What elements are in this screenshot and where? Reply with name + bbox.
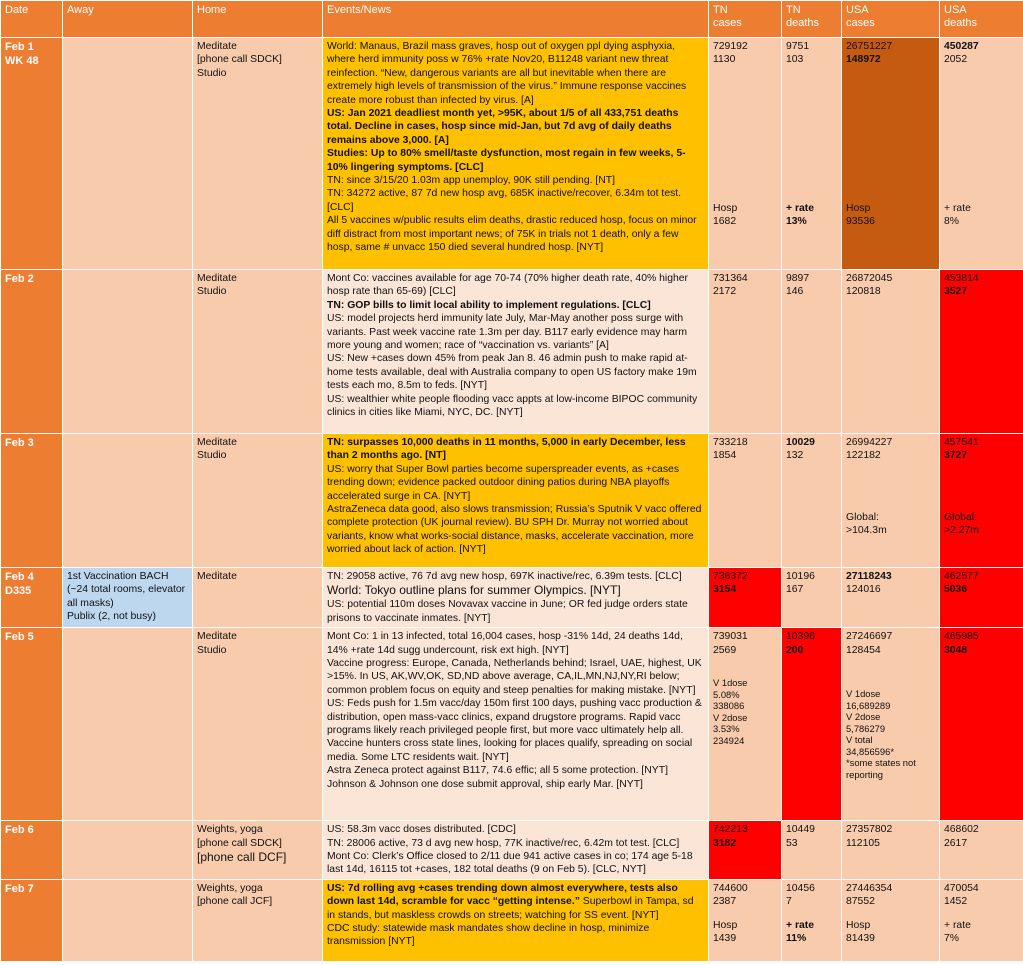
table-row	[1, 434, 1023, 568]
header-tn-cases: TN cases	[709, 1, 782, 38]
header-row	[1, 1, 1023, 38]
date-cell: Feb 5	[1, 628, 63, 821]
usa-deaths-cell: 453814 3527	[940, 270, 1023, 434]
tn-cases-cell: 733218 1854	[709, 434, 782, 568]
news-cell: US: 58.3m vacc doses distributed. [CDC] TN: 28006 active, 73 d avg new hosp, 77K inactive/rec, 6.42m tot test. [CLC] Mont Co: Clerk’s Office closed to 2/11 due 941 active cases in co; 174 age 5-18 last 14d, 16115 tot +cases, 182 total deaths (9 on Feb 5). [CLC, NYT]	[323, 821, 709, 880]
away-cell	[63, 434, 193, 568]
home-cell: Meditate	[193, 568, 323, 628]
tn-cases-cell: 739031 2569 V 1dose 5.08% 338086 V 2dose 3.53% 234924	[709, 628, 782, 821]
away-cell	[63, 879, 193, 961]
usa-cases-cell: 26751227 148972 Hosp 93536	[842, 38, 940, 270]
date-cell: Feb 2	[1, 270, 63, 434]
tn-deaths-cell: 10029 132	[782, 434, 842, 568]
news-cell: US: 7d rolling avg +cases trending down almost everywhere, tests also down last 14d, scramble for vacc “getting intense.” Superbowl in Tampa, sd in stands, but maskless crowds on streets; watching for SS event. [NYT] CDC study: statewide mask mandates show decline in hosp, minimize transmission [NYT]	[323, 879, 709, 961]
usa-cases-cell: 26872045 120818	[842, 270, 940, 434]
header-usa-cases: USA cases	[842, 1, 940, 38]
usa-deaths-cell: 462577 5036	[940, 568, 1023, 628]
header-usa-deaths: USA deaths	[940, 1, 1023, 38]
header-away: Away	[63, 1, 193, 38]
home-cell: Meditate Studio	[193, 434, 323, 568]
news-cell: Mont Co: 1 in 13 infected, total 16,004 cases, hosp -31% 14d, 24 deaths 14d, 14% +rate 14d sugg undercount, risk ext high. [NYT] Vaccine progress: Europe, Canada, Netherlands behind; Israel, UAE, highest, UK >15%. In US, AK,WV,OK, SD,ND above average, CA,IL,MN,NJ,NY,RI below; common problem focus on equity and steep penalties for making mistake. [NYT] US: Feds push for 1.5m vacc/day 150m first 100 days, pushing vacc production & distribution, open mass-vacc clinics, expand drugstore programs. Rapid vacc programs likely reach privileged people first, but more vacc ultimately help all. Vaccine hunters cross state lines, looking for places qualify, spreading on social media. Some LTC residents wait. [NYT] Astra Zeneca protect against B117, 74.6 effic; all 5 some protection. [NYT] Johnson & Johnson one dose submit approval, ship early Mar. [NYT]	[323, 628, 709, 821]
date-cell: Feb 1 WK 48	[1, 38, 63, 270]
news-cell: TN: surpasses 10,000 deaths in 11 months, 5,000 in early December, less than 2 months ago. [NT] US: worry that Super Bowl parties become superspreader events, as +cases trending down; evidence packed outdoor dining patios during NBA playoffs accelerated surge in CA. [NYT] AstraZeneca data good, also slows transmission; Russia’s Sputnik V vacc offered complete protection (UK journal review). BU SPH Dr. Murray not worried about variants, know what works-social distance, masks, accelerate vaccination, more worried about lack of action. [NYT]	[323, 434, 709, 568]
usa-cases-cell: 27118243 124016	[842, 568, 940, 628]
tn-cases-cell: 736372 3154	[709, 568, 782, 628]
tn-cases-cell: 742213 3182	[709, 821, 782, 880]
away-cell	[63, 38, 193, 270]
date-cell: Feb 3	[1, 434, 63, 568]
header-tn-deaths: TN deaths	[782, 1, 842, 38]
table-row	[1, 270, 1023, 434]
usa-cases-cell: 26994227 122182 Global: >104.3m	[842, 434, 940, 568]
news-cell: Mont Co: vaccines available for age 70-74 (70% higher death rate, 40% higher hosp rate than 65-69) [CLC] TN: GOP bills to limit local ability to implement regulations. [CLC] US: model projects herd immunity late July, Mar-May another poss surge with variants. Past week vaccine rate 1.3m per day. B117 early evidence may harm more young and women; race of “vaccination vs. variants” [A] US: New +cases down 45% from peak Jan 8. 46 admin push to make rapid at-home tests available, deal with Australia company to open US factory make 19m tests each mo, 8.5m to feds. [NYT] US: wealthier white people flooding vacc appts at low-income BIPOC community clinics in cities like Miami, NYC, DC. [NYT]	[323, 270, 709, 434]
home-cell: Weights, yoga [phone call SDCK] [phone call DCF]	[193, 821, 323, 880]
usa-cases-cell: 27246697 128454 V 1dose 16,689289 V 2dose 5,786279 V total 34,856596* *some states not reporting	[842, 628, 940, 821]
usa-cases-cell: 27446354 87552 Hosp 81439	[842, 879, 940, 961]
date-cell: Feb 6	[1, 821, 63, 880]
away-cell	[63, 270, 193, 434]
tn-deaths-cell: 10196 167	[782, 568, 842, 628]
home-cell: Meditate [phone call SDCK] Studio	[193, 38, 323, 270]
news-cell: TN: 29058 active, 76 7d avg new hosp, 697K inactive/rec, 6.39m tests. [CLC] World: Tokyo outline plans for summer Olympics. [NYT] US: potential 110m doses Novavax vaccine in June; OR fed judge orders state prisons to vaccinate inmates. [NYT]	[323, 568, 709, 628]
tn-deaths-cell: 9751 103 + rate 13%	[782, 38, 842, 270]
tn-cases-cell: 729192 1130 Hosp 1682	[709, 38, 782, 270]
news-cell: World: Manaus, Brazil mass graves, hosp out of oxygen ppl dying asphyxia, where herd immunity poss w 76% +rate Nov20, B11248 variant new threat reinfection. “New, dangerous variants are all but inevitable when there are extremely high levels of transmission of the virus.” Immune response vaccines create more robust than infected by virus. [A] US: Jan 2021 deadliest month yet, >95K, about 1/5 of all 433,751 deaths total. Decline in cases, hosp since mid-Jan, but 7d avg of daily deaths remains above 3,000. [A] Studies: Up to 80% smell/taste dysfunction, most regain in few weeks, 5-10% lingering symptoms. [CLC] TN: since 3/15/20 1.03m app unemploy, 90K still pending. [NT] TN: 34272 active, 87 7d new hosp avg, 685K inactive/recover, 6.34m tot test. [CLC] All 5 vaccines w/public results elim deaths, drastic reduced hosp, focus on minor diff distract from most important news; of 75K in trials not 1 death, only a few hosp, same # unvacc 150 died several hundred hosp. [NYT]	[323, 38, 709, 270]
table-row	[1, 568, 1023, 628]
table-row	[1, 821, 1023, 880]
usa-deaths-cell: 457541 3727 Global: >2.27m	[940, 434, 1023, 568]
usa-deaths-cell: 468602 2617	[940, 821, 1023, 880]
away-cell	[63, 628, 193, 821]
away-cell: 1st Vaccination BACH (~24 total rooms, elevator all masks) Publix (2, not busy)	[63, 568, 193, 628]
usa-deaths-cell: 450287 2052 + rate 8%	[940, 38, 1023, 270]
tn-deaths-cell: 10456 7 + rate 11%	[782, 879, 842, 961]
usa-deaths-cell: 470054 1452 + rate 7%	[940, 879, 1023, 961]
tn-cases-cell: 744600 2387 Hosp 1439	[709, 879, 782, 961]
away-cell	[63, 821, 193, 880]
table-row	[1, 628, 1023, 821]
date-cell: Feb 7	[1, 879, 63, 961]
usa-cases-cell: 27357802 112105	[842, 821, 940, 880]
tn-deaths-cell: 9897 146	[782, 270, 842, 434]
header-events: Events/News	[323, 1, 709, 38]
usa-deaths-cell: 465985 3048	[940, 628, 1023, 821]
tn-deaths-cell: 10396 200	[782, 628, 842, 821]
header-date: Date	[1, 1, 63, 38]
home-cell: Weights, yoga [phone call JCF]	[193, 879, 323, 961]
table-row	[1, 38, 1023, 270]
date-cell: Feb 4 D335	[1, 568, 63, 628]
home-cell: Meditate Studio	[193, 628, 323, 821]
header-home: Home	[193, 1, 323, 38]
home-cell: Meditate Studio	[193, 270, 323, 434]
tn-deaths-cell: 10449 53	[782, 821, 842, 880]
tn-cases-cell: 731364 2172	[709, 270, 782, 434]
table-row	[1, 879, 1023, 961]
